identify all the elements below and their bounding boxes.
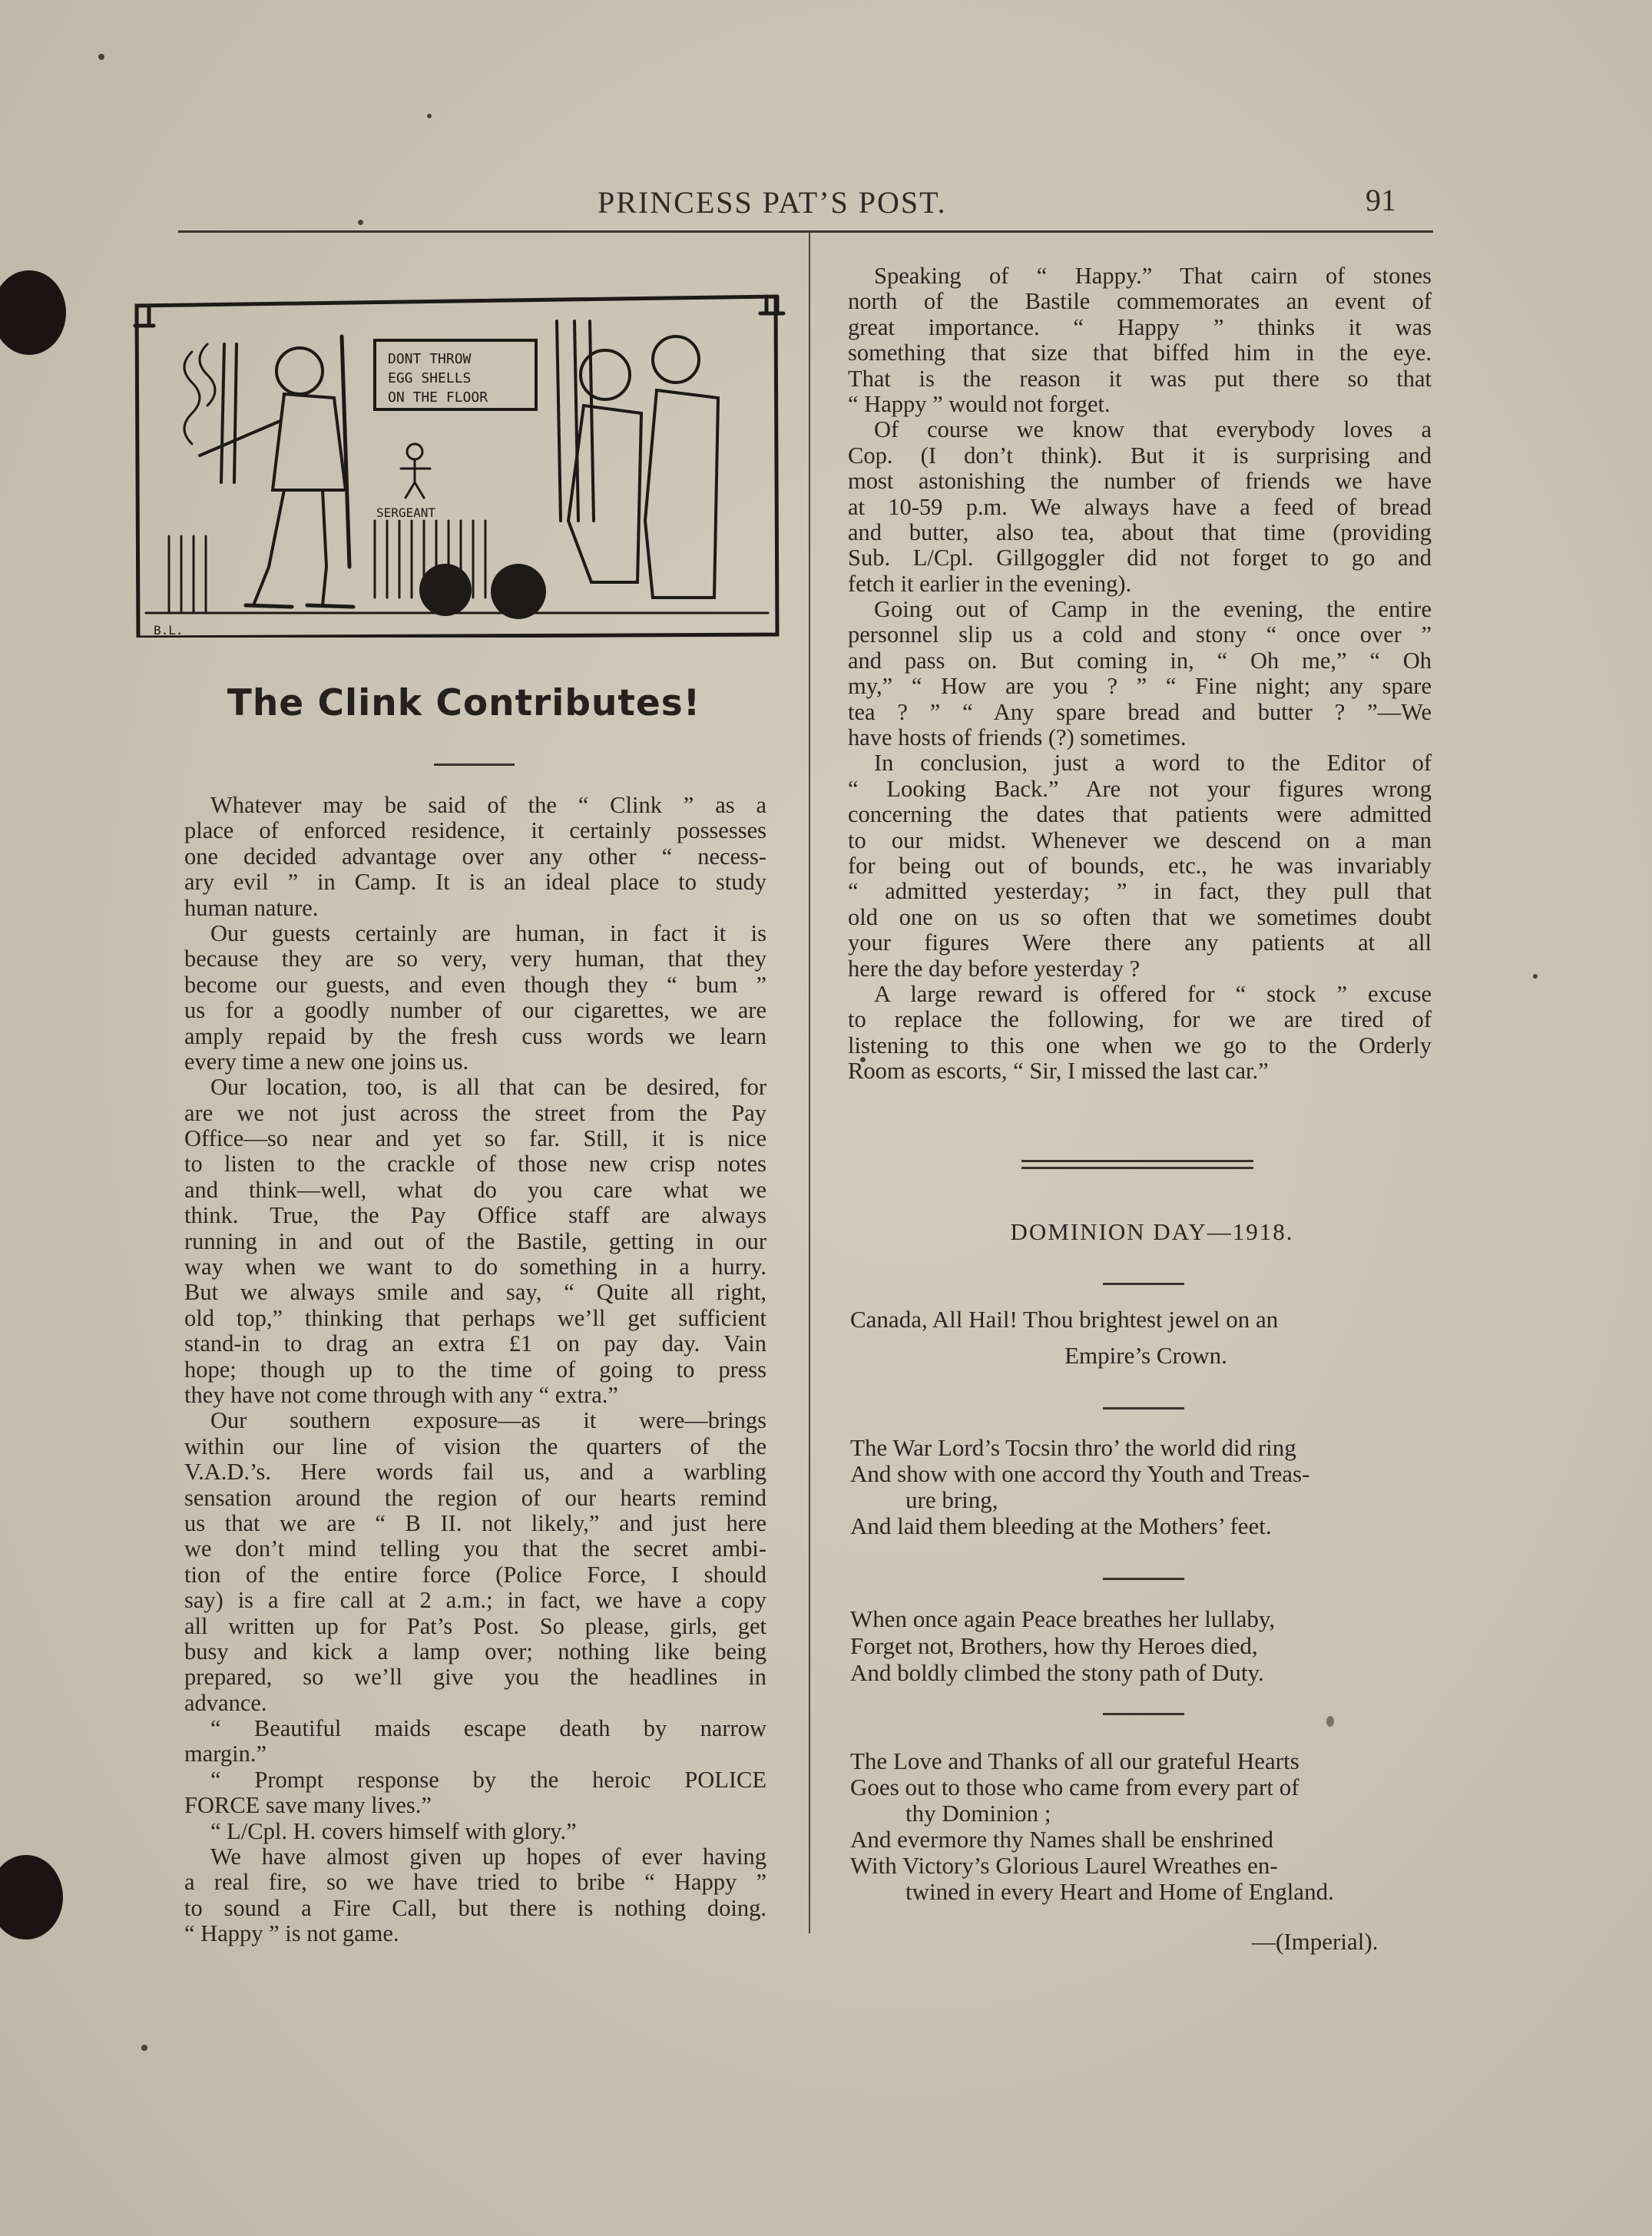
section-double-rule: [1021, 1160, 1253, 1169]
article-line: Office—so near and yet so far. Still, it is nice: [184, 1125, 766, 1152]
cartoon-sign-line-1: DONT THROW: [388, 351, 472, 367]
article-line: Sub. L/Cpl. Gillgoggler did not forget to go and: [848, 545, 1432, 571]
cartoon-figure-label: SERGEANT: [376, 505, 436, 520]
article-line: Whatever may be said of the “ Clink ” as a: [210, 792, 766, 818]
poem-line: Canada, All Hail! Thou brightest jewel on an: [850, 1306, 1279, 1333]
binder-hole-bottom: [0, 1855, 63, 1940]
article-line: have hosts of friends (?) sometimes.: [848, 724, 1187, 751]
article-line: Our location, too, is all that can be desired, for: [210, 1074, 766, 1101]
article-line: sensation around the region of our hearts remind: [184, 1484, 766, 1511]
poem-line: twined in every Heart and Home of England.: [905, 1878, 1334, 1905]
article-line: most astonishing the number of friends we have: [848, 468, 1432, 495]
article-line: become our guests, and even though they “ bum ”: [184, 971, 766, 998]
article-line: “ L/Cpl. H. covers himself with glory.”: [210, 1817, 577, 1844]
article-line: us that we are “ B II. not likely,” and just here: [184, 1509, 766, 1536]
article-line: amply repaid by the fresh cuss words we learn: [184, 1022, 766, 1049]
poem-line: When once again Peace breathes her lullaby,: [850, 1605, 1276, 1632]
article-line: “ Looking Back.” Are not your figures wrong: [848, 775, 1432, 802]
article-line: my,” “ How are you ? ” “ Fine night; any spare: [848, 673, 1432, 700]
article-line: concerning the dates that patients were admitted: [848, 801, 1432, 828]
article-line: one decided advantage over any other “ necess-: [184, 843, 766, 870]
article-line: In conclusion, just a word to the Editor of: [874, 750, 1432, 777]
article-line: to replace the following, for we are tired of: [848, 1006, 1432, 1033]
article-line: and butter, also tea, about that time (providing: [848, 518, 1432, 545]
poem-attribution: —(Imperial).: [1252, 1928, 1379, 1955]
cartoon-sign-line-3: ON THE FLOOR: [388, 389, 488, 406]
article-line: place of enforced residence, it certainly possesses: [184, 817, 766, 844]
article-line: and think—well, what do you care what we: [184, 1176, 766, 1203]
article-line: ary evil ” in Camp. It is an ideal place to study: [184, 869, 766, 896]
column-divider: [809, 232, 810, 1933]
poem-stanza-2: [850, 1435, 1442, 1539]
article-line: here the day before yesterday ?: [848, 955, 1141, 982]
article-line: Going out of Camp in the evening, the entire: [874, 596, 1432, 623]
article-line: “ Beautiful maids escape death by narrow: [210, 1715, 766, 1742]
article-line: V.A.D.’s. Here words fail us, and a warbling: [184, 1459, 766, 1486]
cartoon-illustration: [131, 290, 799, 638]
article-line: your figures Were there any patients at all: [848, 929, 1432, 956]
article-line: fetch it earlier in the evening).: [848, 570, 1132, 597]
poem-title: DOMINION DAY—1918.: [1010, 1218, 1294, 1245]
article-line: old top,” thinking that perhaps we’ll get sufficient: [184, 1304, 766, 1331]
binder-hole-top: [0, 270, 66, 355]
article-line: at 10-59 p.m. We always have a feed of bread: [848, 493, 1432, 520]
poem-line: ure bring,: [905, 1486, 998, 1513]
article-left-column: [184, 793, 766, 1947]
article-line: every time a new one joins us.: [184, 1048, 469, 1075]
poem-line: And laid them bleeding at the Mothers’ feet.: [850, 1512, 1272, 1539]
article-line: to sound a Fire Call, but there is nothing doing.: [184, 1894, 766, 1921]
page-header-title: PRINCESS PAT’S POST.: [598, 185, 947, 220]
poem-rule: [1103, 1578, 1184, 1580]
article-line: human nature.: [184, 894, 319, 921]
poem-line: And boldly climbed the stony path of Duty.: [850, 1659, 1264, 1686]
article-line: Of course we know that everybody loves a: [874, 416, 1432, 443]
poem-line: And show with one accord thy Youth and Treas-: [850, 1460, 1310, 1487]
article-line: Speaking of “ Happy.” That cairn of stones: [874, 263, 1432, 289]
article-line: prepared, so we’ll give you the headlines in: [184, 1664, 766, 1691]
article-line: Cop. (I don’t think). But it is surprising and: [848, 442, 1432, 469]
article-line: all written up for Pat’s Post. So please, girls, get: [184, 1612, 766, 1639]
article-line: great importance. “ Happy ” thinks it was: [848, 313, 1432, 340]
poem-rule: [1103, 1407, 1184, 1410]
article-line: advance.: [184, 1689, 267, 1716]
article-line: think. True, the Pay Office staff are always: [184, 1202, 766, 1229]
poem-stanza-3: [850, 1605, 1442, 1686]
article-line: But we always smile and say, “ Quite all right,: [184, 1279, 766, 1306]
article-line: listening to this one when we go to the Orderly: [848, 1032, 1432, 1058]
cartoon-signature: B.L.: [154, 623, 184, 638]
article-line: for being out of bounds, etc., he was invariably: [848, 852, 1432, 879]
article-line: “ Prompt response by the heroic POLICE: [210, 1766, 766, 1793]
article-line: to listen to the crackle of those new crisp notes: [184, 1151, 766, 1178]
poem-rule: [1103, 1713, 1184, 1715]
article-line: “ Happy ” is not game.: [184, 1920, 399, 1947]
article-line: a real fire, so we have tried to bribe “ Happy ”: [184, 1869, 766, 1896]
article-title: The Clink Contributes!: [227, 682, 701, 724]
article-line: tion of the entire force (Police Force, I should: [184, 1561, 766, 1588]
article-line: That is the reason it was put there so that: [848, 365, 1432, 392]
paper-speck: [1326, 1716, 1334, 1727]
article-line: stand-in to drag an extra £1 on pay day. Vain: [184, 1330, 766, 1357]
article-line: running in and out of the Bastile, getting in our: [184, 1227, 766, 1254]
article-line: “ admitted yesterday; ” in fact, they pull that: [848, 878, 1432, 905]
article-line: old one on us so often that we sometimes doubt: [848, 903, 1432, 930]
article-line: north of the Bastile commemorates an event of: [848, 288, 1432, 315]
poem-stanza-1: [850, 1306, 1442, 1369]
article-line: say) is a fire call at 2 a.m.; in fact, we have a copy: [184, 1587, 766, 1614]
article-line: tea ? ” “ Any spare bread and butter ? ”—We: [848, 698, 1432, 725]
poem-line: With Victory’s Glorious Laurel Wreathes en-: [850, 1852, 1278, 1879]
paper-speck: [1533, 974, 1538, 979]
article-line: FORCE save many lives.”: [184, 1792, 432, 1819]
poem-line: The War Lord’s Tocsin thro’ the world did ring: [850, 1434, 1296, 1461]
article-right-column: [848, 263, 1432, 1085]
poem-line: Empire’s Crown.: [1064, 1342, 1227, 1369]
header-rule: [178, 230, 1433, 233]
article-line: Room as escorts, “ Sir, I missed the last car.”: [848, 1058, 1269, 1085]
article-line: A large reward is offered for “ stock ” excuse: [874, 980, 1432, 1007]
poem-stanza-4: [850, 1748, 1442, 1905]
article-line: us for a goodly number of our cigarettes, we are: [184, 997, 766, 1024]
poem-rule: [1103, 1283, 1184, 1285]
article-line: margin.”: [184, 1741, 267, 1767]
cartoon-sign-line-2: EGG SHELLS: [388, 370, 472, 386]
article-line: and pass on. But coming in, “ Oh me,” “ Oh: [848, 647, 1432, 674]
article-line: are we not just across the street from the Pay: [184, 1099, 766, 1126]
poem-line: thy Dominion ;: [905, 1800, 1051, 1827]
article-line: busy and kick a lamp over; nothing like being: [184, 1638, 766, 1665]
article-line: to our midst. Whenever we descend on a man: [848, 826, 1432, 853]
article-line: “ Happy ” would not forget.: [848, 390, 1111, 417]
article-line: because they are so very, very human, that they: [184, 946, 766, 972]
article-line: We have almost given up hopes of ever having: [210, 1843, 766, 1870]
paper-speck: [358, 220, 363, 225]
poem-line: Forget not, Brothers, how thy Heroes died,: [850, 1632, 1258, 1659]
article-line: something that size that biffed him in the eye.: [848, 340, 1432, 366]
article-line: Our southern exposure—as it were—brings: [210, 1407, 766, 1434]
poem-line: Goes out to those who came from every part of: [850, 1774, 1299, 1800]
article-line: hope; though up to the time of going to press: [184, 1356, 766, 1383]
title-rule: [434, 764, 515, 766]
poem-line: The Love and Thanks of all our grateful Hearts: [850, 1747, 1299, 1774]
paper-speck: [98, 54, 104, 60]
poem-line: And evermore thy Names shall be enshrined: [850, 1826, 1273, 1853]
page-number: 91: [1366, 183, 1396, 217]
article-line: we don’t mind telling you that the secret ambi-: [184, 1535, 766, 1562]
paper-speck: [141, 2045, 147, 2051]
article-line: Our guests certainly are human, in fact it is: [210, 919, 766, 946]
article-line: they have not come through with any “ extra.”: [184, 1381, 618, 1408]
article-line: personnel slip us a cold and stony “ once over ”: [848, 621, 1432, 648]
article-line: way when we want to do something in a hurry.: [184, 1254, 766, 1280]
article-line: within our line of vision the quarters of the: [184, 1433, 766, 1459]
paper-speck: [427, 114, 432, 118]
